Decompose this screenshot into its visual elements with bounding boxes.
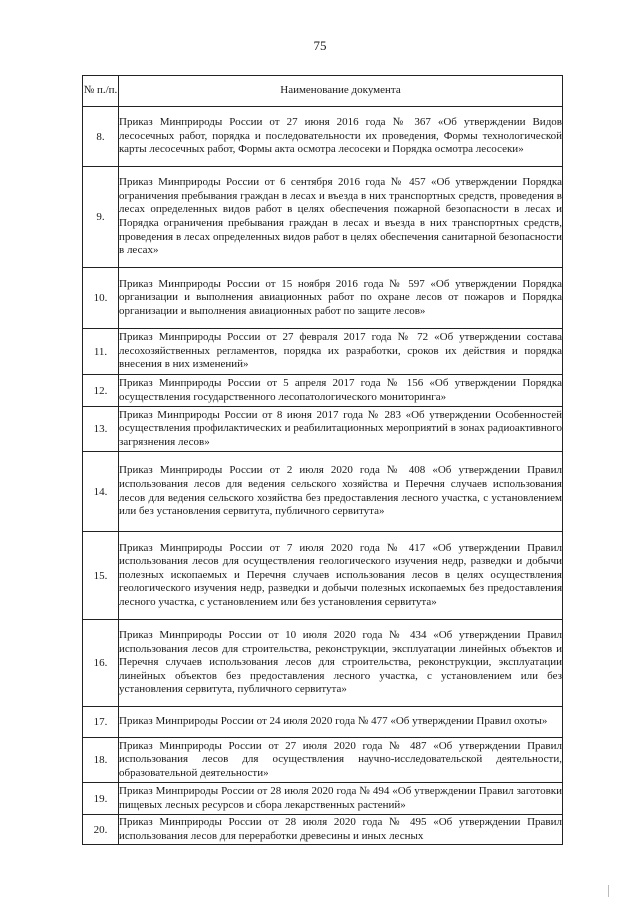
row-number: 12. [83,375,119,407]
row-number: 14. [83,452,119,532]
row-number: 17. [83,707,119,738]
scan-artifact-line [608,885,609,897]
table-row [83,707,563,738]
table-row [83,107,563,167]
row-document-name: Приказ Минприроды России от 24 июля 2020 года № 477 «Об утверждении Правил охоты» [119,707,563,738]
table-row [83,167,563,268]
row-number: 18. [83,738,119,783]
table-row [83,329,563,375]
row-document-name: Приказ Минприроды России от 28 июля 2020 года № 494 «Об утверждении Правил заготовки пищевых лесных ресурсов и сбора лекарственных растений» [119,783,563,815]
row-number: 19. [83,783,119,815]
table-row [83,407,563,452]
table-row [83,452,563,532]
row-number: 11. [83,329,119,375]
row-number: 16. [83,620,119,707]
table-row [83,268,563,329]
row-number: 8. [83,107,119,167]
page-number: 75 [313,38,327,53]
table-row [83,738,563,783]
header-document-name: Наименование документа [119,76,563,107]
row-document-name: Приказ Минприроды России от 10 июля 2020 года № 434 «Об утверждении Правил использования лесов для строительства, реконструкции, эксплуатации линейных объектов и Перечня случаев использования лесов для строительства, реконструкции, эксплуатации линейных объектов без предоставления лесного участка, с установлением или без установления сервитута, публичного сервитута» [119,620,563,707]
row-document-name: Приказ Минприроды России от 2 июля 2020 года № 408 «Об утверждении Правил использования лесов для ведения сельского хозяйства и Перечня случаев использования лесов для ведения сельского хозяйства без предоставления лесного участка, с установлением или без установления сервитута, публичного сервитута» [119,452,563,532]
row-number: 9. [83,167,119,268]
row-number: 15. [83,532,119,620]
row-document-name: Приказ Минприроды России от 7 июля 2020 года № 417 «Об утверждении Правил использования лесов для осуществления геологического изучения недр, разведки и добычи полезных ископаемых и Перечня случаев использования лесов в целях осуществления геологического изучения недр, разведки и добычи полезных ископаемых без предоставления лесного участка, с установлением или без установления сервитута» [119,532,563,620]
row-document-name: Приказ Минприроды России от 27 июня 2016 года № 367 «Об утверждении Видов лесосечных работ, порядка и последовательности их проведения, Формы технологической карты лесосечных работ, Формы акта осмотра лесосеки и Порядка осмотра лесосеки» [119,107,563,167]
row-document-name: Приказ Минприроды России от 27 июля 2020 года № 487 «Об утверждении Правил использования лесов для осуществления научно-исследовательской деятельности, образовательной деятельности» [119,738,563,783]
table-row [83,783,563,815]
row-document-name: Приказ Минприроды России от 15 ноября 2016 года № 597 «Об утверждении Порядка организации и выполнения авиационных работ по охране лесов от пожаров и Порядка организации и выполнения авиационных работ по защите лесов» [119,268,563,329]
row-document-name: Приказ Минприроды России от 6 сентября 2016 года № 457 «Об утверждении Порядка ограничения пребывания граждан в лесах и въезда в них транспортных средств, проведения в лесах определенных видов работ в целях обеспечения пожарной безопасности в лесах и Порядка ограничения пребывания граждан в лесах и въезда в них транспортных средств, проведения в лесах определенных видов работ в целях обеспечения санитарной безопасности в лесах» [119,167,563,268]
row-number: 20. [83,815,119,845]
row-document-name: Приказ Минприроды России от 27 февраля 2017 года № 72 «Об утверждении состава лесохозяйственных регламентов, порядка их разработки, сроков их действия и порядка внесения в них изменений» [119,329,563,375]
table-row [83,532,563,620]
header-number: № п./п. [83,76,119,107]
row-document-name: Приказ Минприроды России от 28 июля 2020 года № 495 «Об утверждении Правил использования лесов для переработки древесины и иных лесных [119,815,563,845]
row-number: 10. [83,268,119,329]
row-document-name: Приказ Минприроды России от 8 июня 2017 года № 283 «Об утверждении Особенностей осуществления профилактических и реабилитационных мероприятий в зонах радиоактивного загрязнения лесов» [119,407,563,452]
row-document-name: Приказ Минприроды России от 5 апреля 2017 года № 156 «Об утверждении Порядка осуществления государственного лесопатологического мониторинга» [119,375,563,407]
table-header-row [83,76,563,107]
row-number: 13. [83,407,119,452]
table-row [83,375,563,407]
table-row [83,620,563,707]
table-row [83,815,563,845]
document-table [82,75,563,845]
